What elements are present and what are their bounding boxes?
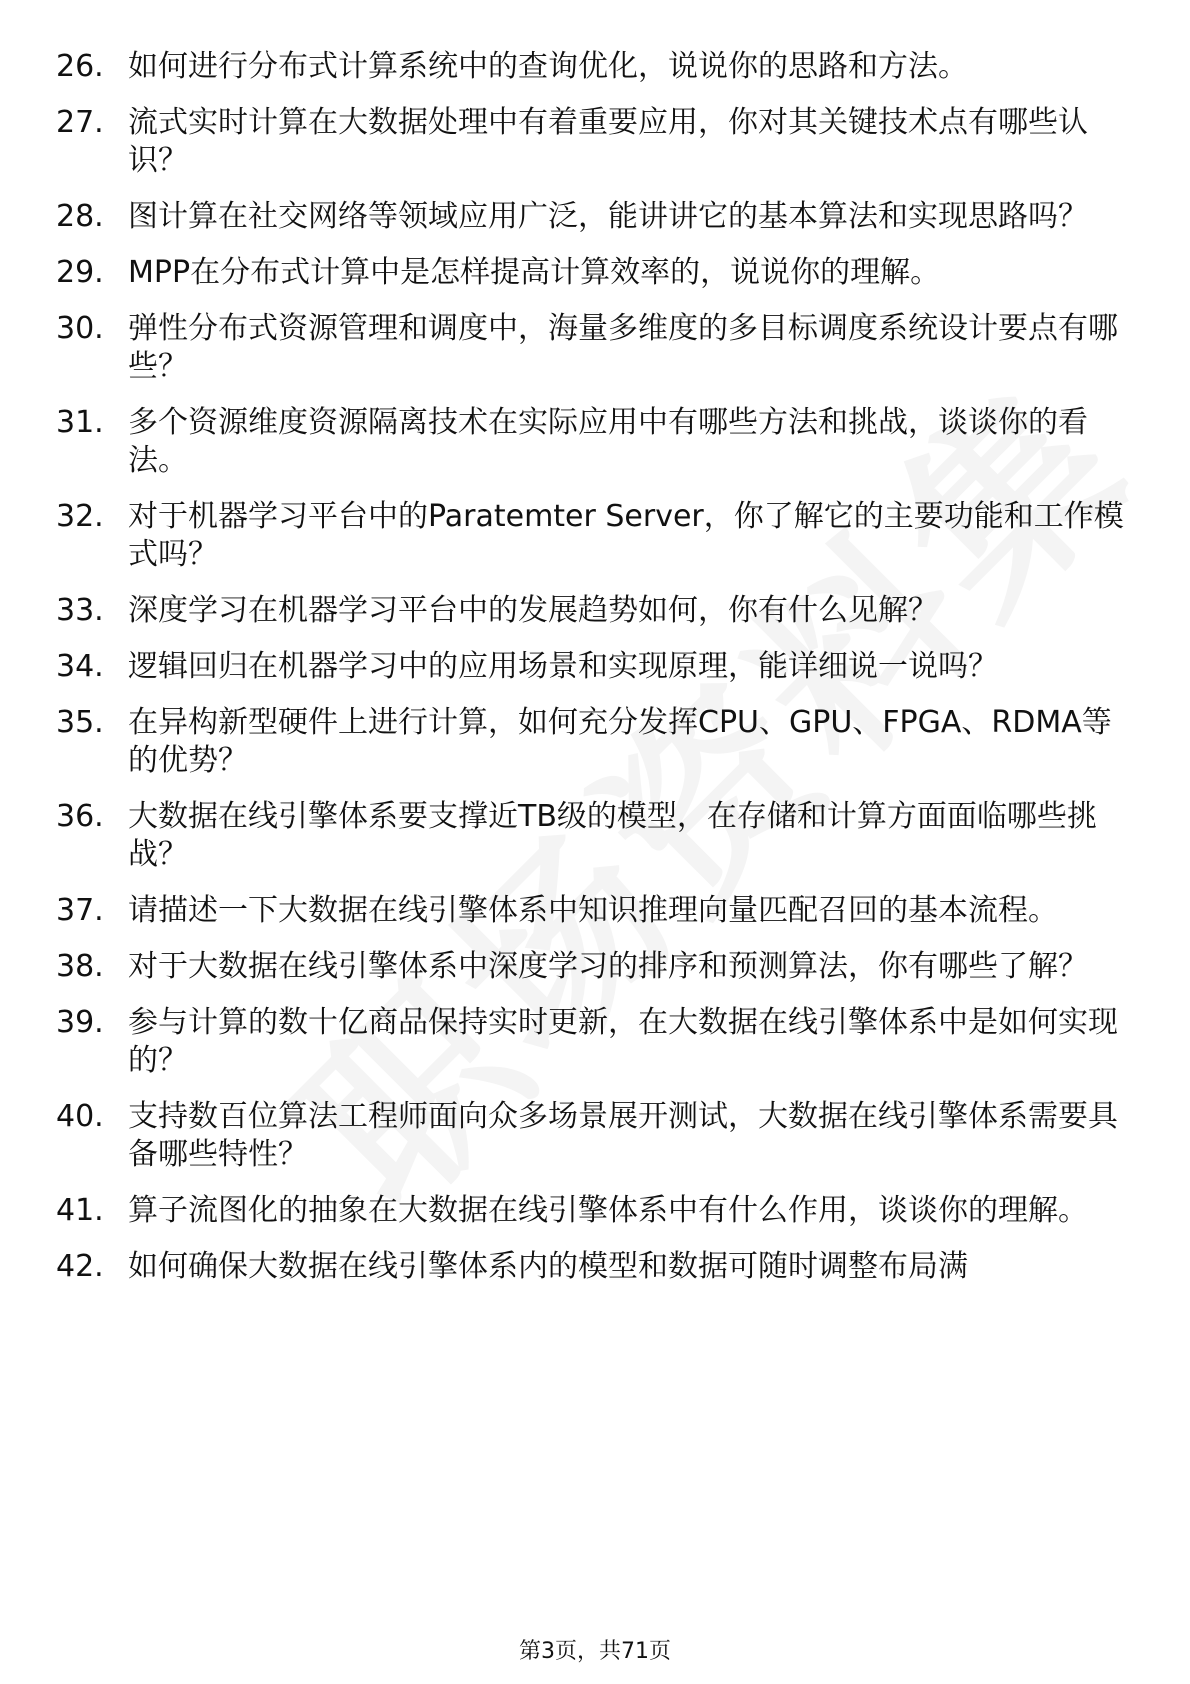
question-number: 28. — [56, 199, 104, 234]
question-text: 图计算在社交网络等领域应用广泛，能讲讲它的基本算法和实现思路吗？ — [128, 199, 1088, 234]
question-item — [56, 1248, 1126, 1286]
question-item — [56, 798, 1126, 874]
question-text: 流式实时计算在大数据处理中有着重要应用，你对其关键技术点有哪些认识？ — [128, 105, 1088, 178]
question-text: 逻辑回归在机器学习中的应用场景和实现原理，能详细说一说吗？ — [128, 649, 998, 684]
question-text: 算子流图化的抽象在大数据在线引擎体系中有什么作用，谈谈你的理解。 — [128, 1193, 1088, 1228]
question-number: 38. — [56, 949, 104, 984]
question-item — [56, 1098, 1126, 1174]
question-number: 39. — [56, 1005, 104, 1040]
question-number: 34. — [56, 649, 104, 684]
question-number: 35. — [56, 705, 104, 740]
question-text: 弹性分布式资源管理和调度中，海量多维度的多目标调度系统设计要点有哪些？ — [128, 311, 1118, 384]
question-item — [56, 104, 1126, 180]
question-number: 27. — [56, 105, 104, 140]
question-text: 在异构新型硬件上进行计算，如何充分发挥CPU、GPU、FPGA、RDMA等的优势？ — [128, 705, 1112, 778]
question-item — [56, 1004, 1126, 1080]
question-number: 37. — [56, 893, 104, 928]
question-item — [56, 198, 1126, 236]
question-text: 对于大数据在线引擎体系中深度学习的排序和预测算法，你有哪些了解？ — [128, 949, 1088, 984]
question-number: 41. — [56, 1193, 104, 1228]
question-item — [56, 892, 1126, 930]
question-item — [56, 254, 1126, 292]
question-number: 40. — [56, 1099, 104, 1134]
question-number: 42. — [56, 1249, 104, 1284]
question-text: 参与计算的数十亿商品保持实时更新，在大数据在线引擎体系中是如何实现的？ — [128, 1005, 1118, 1078]
question-item — [56, 648, 1126, 686]
question-text: 多个资源维度资源隔离技术在实际应用中有哪些方法和挑战，谈谈你的看法。 — [128, 405, 1088, 478]
question-text: 如何进行分布式计算系统中的查询优化，说说你的思路和方法。 — [128, 49, 968, 84]
question-text: 大数据在线引擎体系要支撑近TB级的模型，在存储和计算方面面临哪些挑战？ — [128, 799, 1097, 872]
question-text: MPP在分布式计算中是怎样提高计算效率的，说说你的理解。 — [128, 255, 941, 290]
question-item — [56, 404, 1126, 480]
question-text: 如何确保大数据在线引擎体系内的模型和数据可随时调整布局满 — [128, 1249, 968, 1284]
question-text: 深度学习在机器学习平台中的发展趋势如何，你有什么见解？ — [128, 593, 938, 628]
question-number: 33. — [56, 593, 104, 628]
page-footer: 第3页，共71页 — [519, 1639, 671, 1664]
question-text: 请描述一下大数据在线引擎体系中知识推理向量匹配召回的基本流程。 — [128, 893, 1058, 928]
question-list — [56, 48, 1126, 1304]
question-item — [56, 498, 1126, 574]
question-number: 32. — [56, 499, 104, 534]
question-item — [56, 704, 1126, 780]
question-item — [56, 48, 1126, 86]
question-number: 30. — [56, 311, 104, 346]
question-number: 29. — [56, 255, 104, 290]
question-item — [56, 948, 1126, 986]
question-item — [56, 1192, 1126, 1230]
question-item — [56, 310, 1126, 386]
question-text: 支持数百位算法工程师面向众多场景展开测试，大数据在线引擎体系需要具备哪些特性？ — [128, 1099, 1118, 1172]
question-text: 对于机器学习平台中的Paratemter Server，你了解它的主要功能和工作模式吗？ — [128, 499, 1124, 572]
question-number: 26. — [56, 49, 104, 84]
question-number: 31. — [56, 405, 104, 440]
question-number: 36. — [56, 799, 104, 834]
question-item — [56, 592, 1126, 630]
